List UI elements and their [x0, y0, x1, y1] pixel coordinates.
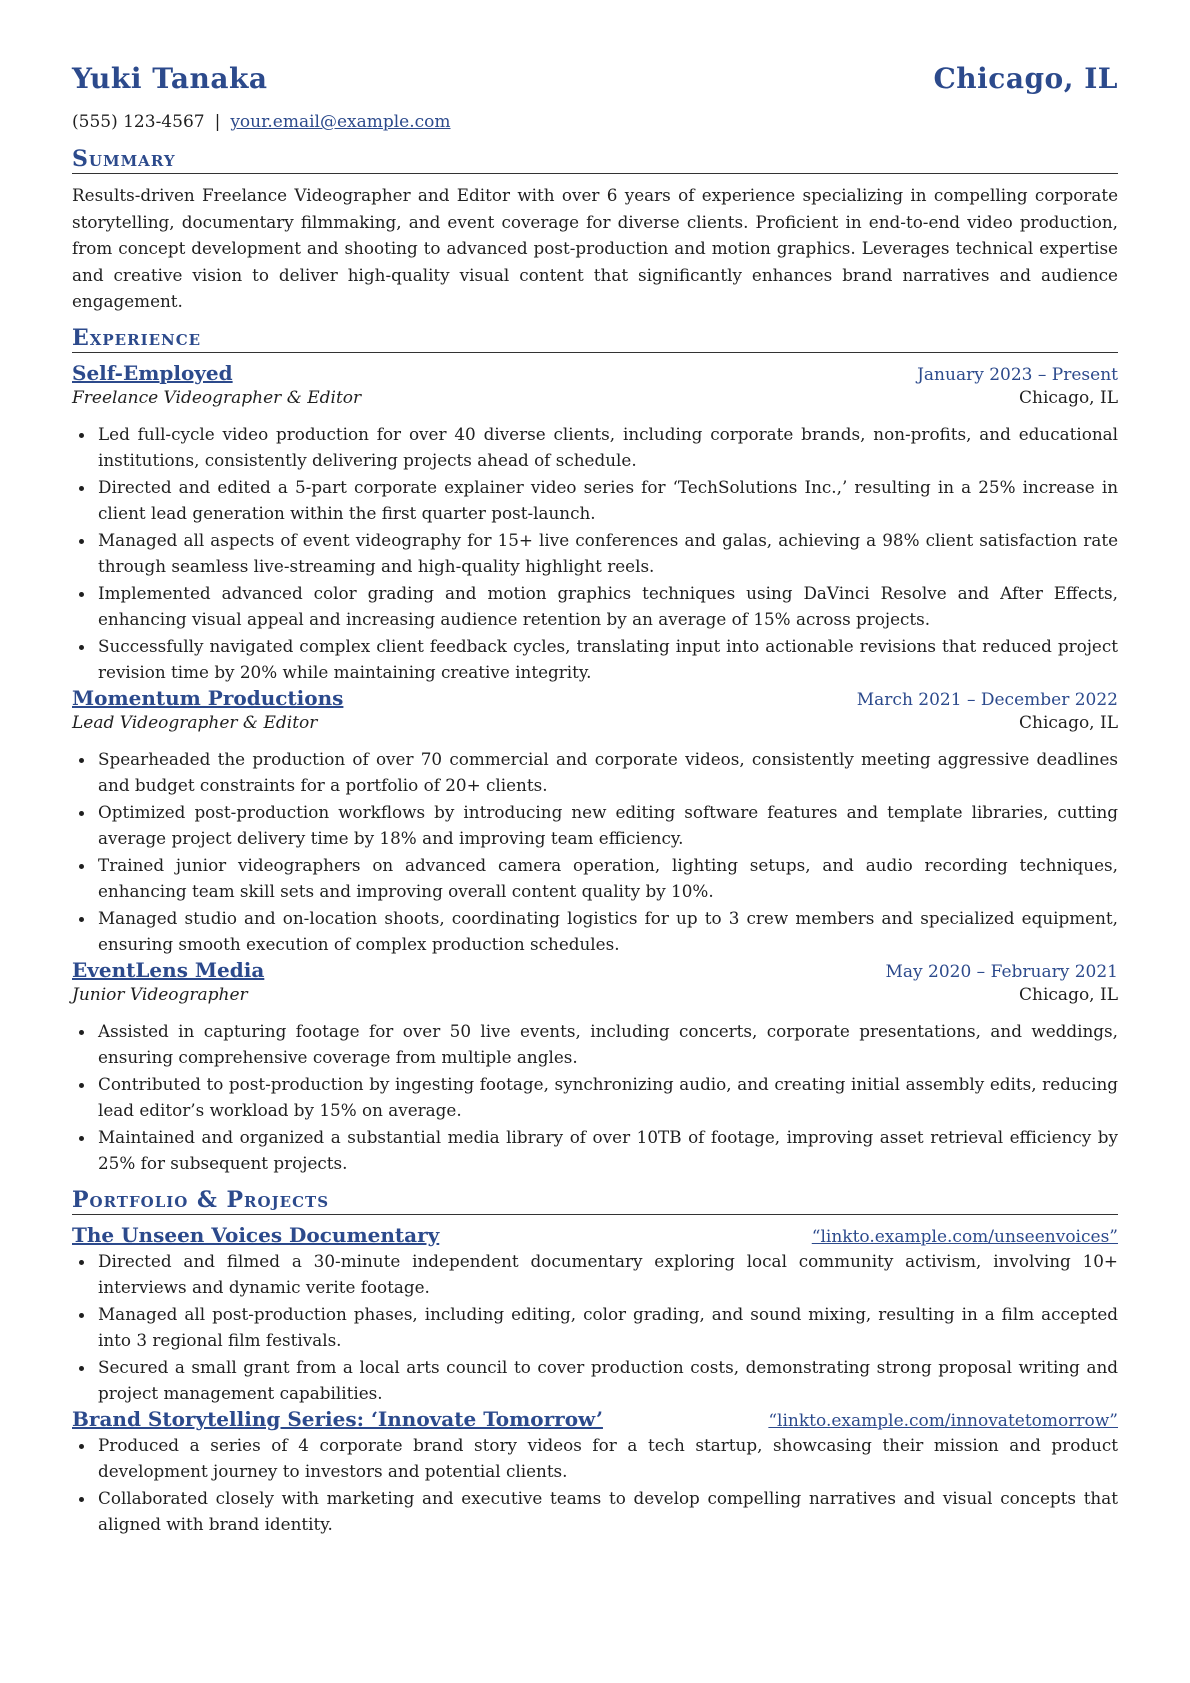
- phone-number: (555) 123-4567: [72, 112, 205, 132]
- job-entry: [72, 361, 1118, 686]
- job-role: Freelance Videographer & Editor: [72, 387, 362, 408]
- project-link[interactable]: “linkto.example.com/innovatetomorrow”: [768, 1410, 1118, 1431]
- list-item: • Implemented advanced color grading and motion graphics techniques using DaVinci Resolve and After Effects, enhancing visual appeal and increasing audience retention by an average of 15% across projects.: [96, 580, 1118, 633]
- project-name[interactable]: The Unseen Voices Documentary: [72, 1222, 440, 1247]
- project-bullets: [72, 1248, 1118, 1407]
- job-bullets: [72, 421, 1118, 686]
- list-item: • Optimized post-production workflows by introducing new editing software features and template libraries, cutting average project delivery time by 18% and improving team efficiency.: [96, 799, 1118, 852]
- project-link[interactable]: “linkto.example.com/unseenvoices”: [811, 1226, 1118, 1247]
- job-date: May 2020 – February 2021: [885, 961, 1118, 982]
- list-item: • Successfully navigated complex client feedback cycles, translating input into actionable revisions that reduced project revision time by 20% while maintaining creative integrity.: [96, 633, 1118, 686]
- project-entry: [72, 1407, 1118, 1538]
- job-location: Chicago, IL: [1019, 387, 1118, 408]
- job-date: January 2023 – Present: [917, 364, 1118, 385]
- candidate-name: Yuki Tanaka: [72, 62, 268, 95]
- list-item: • Led full-cycle video production for over 40 diverse clients, including corporate brands, non-profits, and educational institutions, consistently delivering projects ahead of schedule.: [96, 421, 1118, 474]
- list-item: • Managed all aspects of event videography for 15+ live conferences and galas, achieving a 98% client satisfaction rate through seamless live-streaming and high-quality highlight reels.: [96, 527, 1118, 580]
- list-item: • Assisted in capturing footage for over 50 live events, including concerts, corporate presentations, and weddings, ensuring comprehensive coverage from multiple angles.: [96, 1018, 1118, 1071]
- list-item: • Directed and edited a 5-part corporate explainer video series for ‘TechSolutions Inc.,’ resulting in a 25% increase in client lead generation within the first quarter post-launch.: [96, 474, 1118, 527]
- list-item: • Directed and filmed a 30-minute independent documentary exploring local community activism, involving 10+ interviews and dynamic verite footage.: [96, 1248, 1118, 1301]
- list-item: • Spearheaded the production of over 70 commercial and corporate videos, consistently meeting aggressive deadlines and budget constraints for a portfolio of 20+ clients.: [96, 746, 1118, 799]
- list-item: • Secured a small grant from a local arts council to cover production costs, demonstrating strong proposal writing and project management capabilities.: [96, 1354, 1118, 1407]
- job-location: Chicago, IL: [1019, 984, 1118, 1005]
- job-role: Junior Videographer: [72, 984, 248, 1005]
- section-title-summary: Summary: [72, 146, 1118, 174]
- section-title-experience: Experience: [72, 325, 1118, 353]
- job-org[interactable]: EventLens Media: [72, 957, 265, 982]
- list-item: • Produced a series of 4 corporate brand story videos for a tech startup, showcasing their mission and product development journey to investors and potential clients.: [96, 1432, 1118, 1485]
- project-entry: [72, 1223, 1118, 1407]
- contact-line: [72, 112, 1118, 136]
- job-date: March 2021 – December 2022: [856, 689, 1118, 710]
- job-bullets: [72, 746, 1118, 958]
- list-item: • Managed studio and on-location shoots, coordinating logistics for up to 3 crew members and specialized equipment, ensuring smooth execution of complex production schedules.: [96, 905, 1118, 958]
- list-item: • Collaborated closely with marketing and executive teams to develop compelling narratives and visual concepts that aligned with brand identity.: [96, 1485, 1118, 1538]
- list-item: • Trained junior videographers on advanced camera operation, lighting setups, and audio recording techniques, enhancing team skill sets and improving overall content quality by 10%.: [96, 852, 1118, 905]
- job-location: Chicago, IL: [1019, 712, 1118, 733]
- summary-text: Results-driven Freelance Videographer and Editor with over 6 years of experience specializing in compelling corporate storytelling, documentary filmmaking, and event coverage for diverse clients. Proficient in end-to-end video production, from concept development and shooting to advanced post-production and motion graphics. Leverages technical expertise and creative vision to deliver high-quality visual content that significantly enhances brand narratives and audience engagement.: [72, 185, 1118, 311]
- job-bullets: [72, 1018, 1118, 1177]
- candidate-location: Chicago, IL: [933, 62, 1118, 95]
- email-link[interactable]: your.email@example.com: [230, 112, 451, 132]
- list-item: • Contributed to post-production by ingesting footage, synchronizing audio, and creating initial assembly edits, reducing lead editor’s workload by 15% on average.: [96, 1071, 1118, 1124]
- contact-separator: |: [214, 112, 221, 132]
- list-item: • Managed all post-production phases, including editing, color grading, and sound mixing, resulting in a film accepted into 3 regional film festivals.: [96, 1301, 1118, 1354]
- job-org[interactable]: Momentum Productions: [72, 685, 344, 710]
- section-title-projects: Portfolio & Projects: [72, 1187, 1118, 1215]
- job-role: Lead Videographer & Editor: [72, 712, 318, 733]
- list-item: • Maintained and organized a substantial media library of over 10TB of footage, improving asset retrieval efficiency by 25% for subsequent projects.: [96, 1124, 1118, 1177]
- project-bullets: [72, 1432, 1118, 1538]
- resume-header: [72, 62, 1118, 106]
- job-entry: [72, 958, 1118, 1177]
- job-entry: [72, 686, 1118, 958]
- project-name[interactable]: Brand Storytelling Series: ‘Innovate Tomorrow’: [72, 1406, 603, 1431]
- job-org[interactable]: Self-Employed: [72, 360, 233, 385]
